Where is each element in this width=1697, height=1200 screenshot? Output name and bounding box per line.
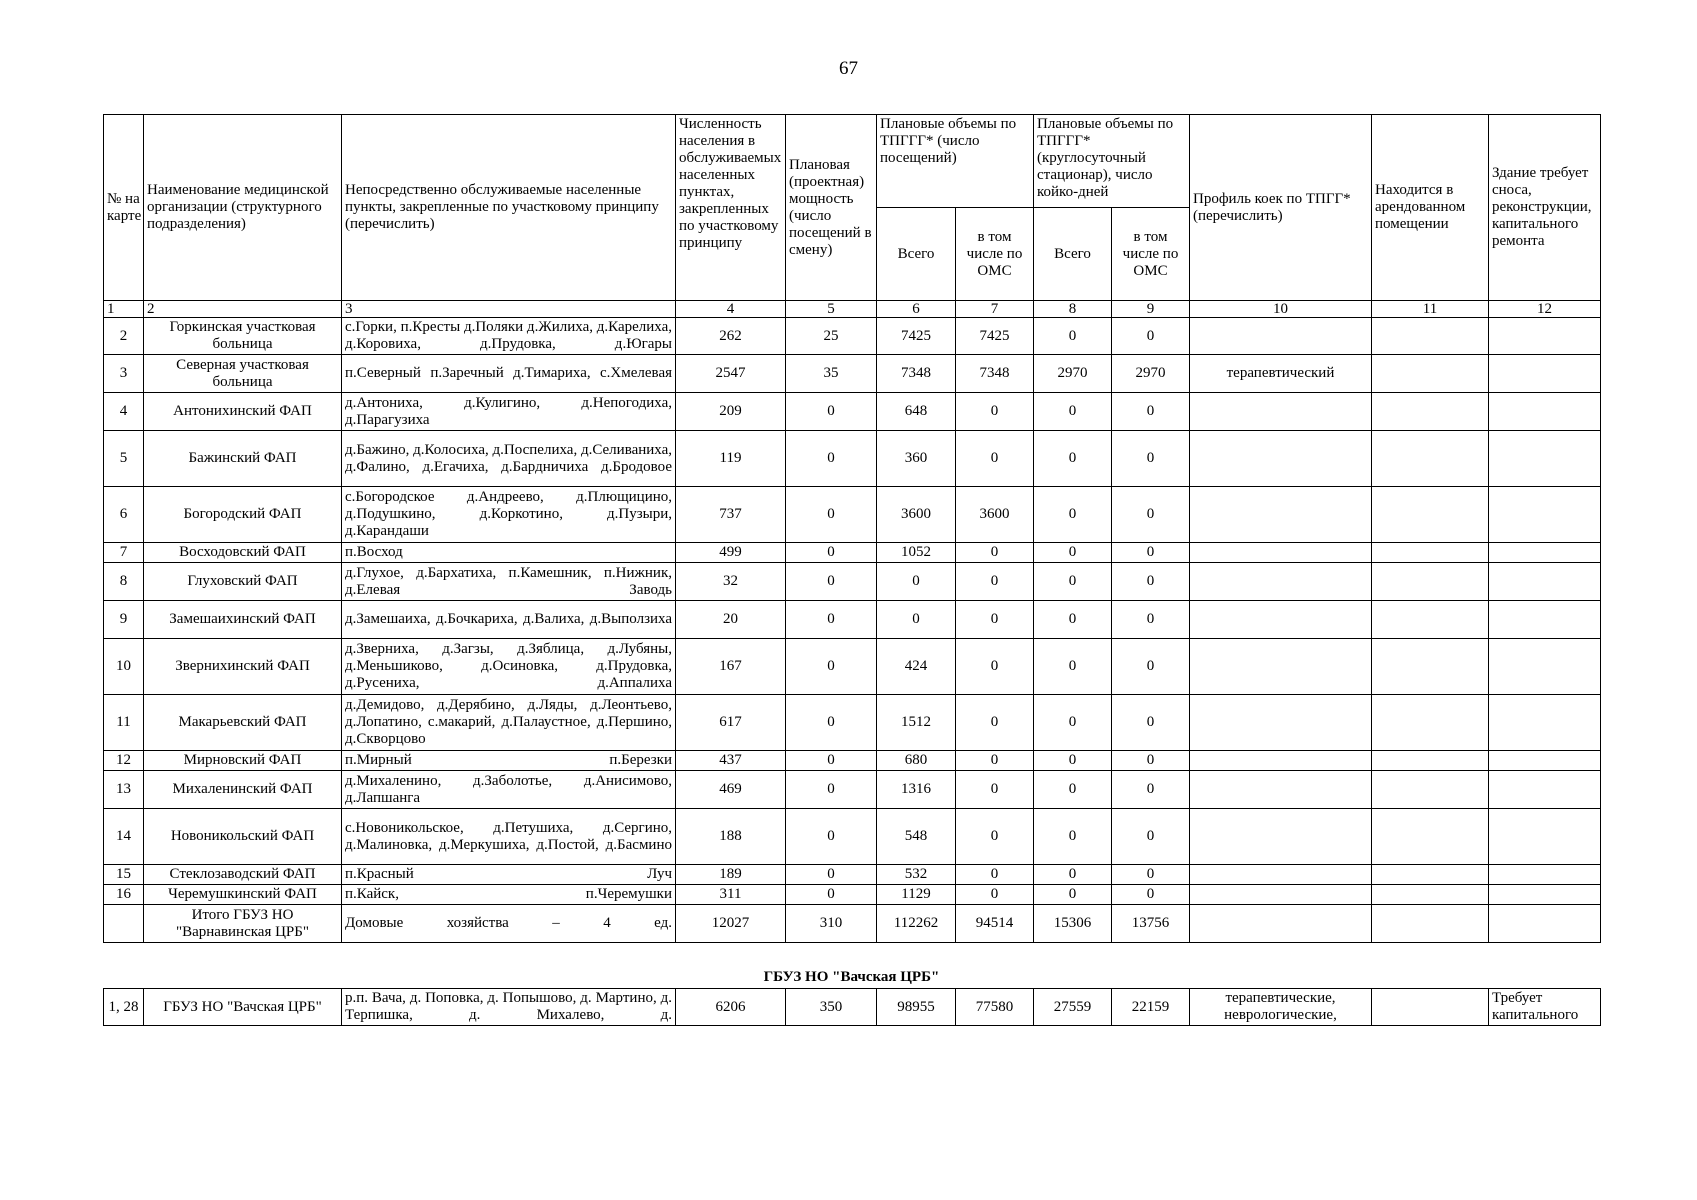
organization-name: Богородский ФАП (144, 487, 342, 543)
visits-oms: 0 (956, 885, 1034, 905)
facilities-table (103, 114, 1601, 943)
visits-total: 1512 (877, 695, 956, 751)
table-row (104, 601, 1601, 639)
capacity: 0 (786, 865, 877, 885)
row-number: 1, 28 (104, 989, 144, 1026)
settlements: д.Глухое, д.Бархатиха, п.Камешник, п.Нижник, д.Елевая Заводь (342, 563, 676, 601)
visits-oms: 94514 (956, 905, 1034, 943)
col-number: 4 (676, 301, 786, 318)
table-row (104, 809, 1601, 865)
beds-oms: 0 (1112, 543, 1190, 563)
beds-total: 0 (1034, 543, 1112, 563)
bed-profile (1190, 393, 1372, 431)
table-row (104, 695, 1601, 751)
capacity: 0 (786, 393, 877, 431)
settlements: д.Бажино, д.Колосиха, д.Поспелиха, д.Селиваниха, д.Фалино, д.Егачиха, д.Бардничиха д.Бродовое (342, 431, 676, 487)
visits-total: 0 (877, 563, 956, 601)
building-repair (1489, 355, 1601, 393)
beds-oms: 22159 (1112, 989, 1190, 1026)
rented (1372, 639, 1489, 695)
building-repair (1489, 885, 1601, 905)
col-number: 5 (786, 301, 877, 318)
capacity: 0 (786, 563, 877, 601)
beds-oms: 0 (1112, 771, 1190, 809)
header-organization: Наименование медицинской организации (структурного подразделения) (144, 115, 342, 301)
visits-oms: 77580 (956, 989, 1034, 1026)
table-row (104, 885, 1601, 905)
settlements: д.Михаленино, д.Заболотье, д.Анисимово, д.Лапшанга (342, 771, 676, 809)
population: 499 (676, 543, 786, 563)
organization-name: Восходовский ФАП (144, 543, 342, 563)
visits-oms: 0 (956, 393, 1034, 431)
visits-total: 7425 (877, 318, 956, 355)
col-number: 3 (342, 301, 676, 318)
bed-profile (1190, 487, 1372, 543)
capacity: 310 (786, 905, 877, 943)
capacity: 0 (786, 639, 877, 695)
settlements: с.Богородское д.Андреево, д.Плющицино, д.Подушкино, д.Коркотино, д.Пузыри, д.Карандаши (342, 487, 676, 543)
beds-total: 0 (1034, 487, 1112, 543)
rented (1372, 771, 1489, 809)
row-number: 14 (104, 809, 144, 865)
row-number: 3 (104, 355, 144, 393)
table-row (104, 865, 1601, 885)
row-number: 15 (104, 865, 144, 885)
settlements: р.п. Вача, д. Поповка, д. Попышово, д. Мартино, д. Терпишка, д. Михалево, д. (342, 989, 676, 1026)
organization-name: ГБУЗ НО "Вачская ЦРБ" (144, 989, 342, 1026)
col-number: 12 (1489, 301, 1601, 318)
bed-profile (1190, 865, 1372, 885)
visits-oms: 0 (956, 809, 1034, 865)
bed-profile (1190, 543, 1372, 563)
rented (1372, 905, 1489, 943)
capacity: 0 (786, 487, 877, 543)
beds-total: 0 (1034, 885, 1112, 905)
rented (1372, 318, 1489, 355)
beds-oms: 0 (1112, 639, 1190, 695)
visits-total: 680 (877, 751, 956, 771)
rented (1372, 809, 1489, 865)
bed-profile (1190, 905, 1372, 943)
header-visits-oms: в том числе по ОМС (956, 208, 1034, 301)
population: 188 (676, 809, 786, 865)
capacity: 0 (786, 601, 877, 639)
row-number: 5 (104, 431, 144, 487)
page-number: 67 (839, 58, 858, 79)
header-number: № на карте (104, 115, 144, 301)
beds-oms: 0 (1112, 393, 1190, 431)
capacity: 0 (786, 809, 877, 865)
visits-total: 7348 (877, 355, 956, 393)
building-repair (1489, 865, 1601, 885)
visits-total: 0 (877, 601, 956, 639)
organization-name: Замешаихинский ФАП (144, 601, 342, 639)
col-number: 6 (877, 301, 956, 318)
row-number: 7 (104, 543, 144, 563)
rented (1372, 563, 1489, 601)
vacha-table (103, 988, 1601, 1026)
total-row (104, 905, 1601, 943)
settlements: п.Восход (342, 543, 676, 563)
population: 311 (676, 885, 786, 905)
rented (1372, 393, 1489, 431)
header-bed-profile: Профиль коек по ТПГГ* (перечислить) (1190, 115, 1372, 301)
column-numbers-row (104, 301, 1601, 318)
beds-oms: 0 (1112, 601, 1190, 639)
header-population: Численность населения в обслуживаемых населенных пунктах, закрепленных по участковому принципу (676, 115, 786, 301)
beds-oms: 0 (1112, 695, 1190, 751)
table-row (104, 318, 1601, 355)
visits-total: 648 (877, 393, 956, 431)
population: 119 (676, 431, 786, 487)
settlements: п.Красный Луч (342, 865, 676, 885)
header-rented: Находится в арендованном помещении (1372, 115, 1489, 301)
organization-name: Звернихинский ФАП (144, 639, 342, 695)
capacity: 0 (786, 695, 877, 751)
visits-total: 1052 (877, 543, 956, 563)
beds-oms: 0 (1112, 318, 1190, 355)
visits-oms: 0 (956, 563, 1034, 601)
organization-name: Макарьевский ФАП (144, 695, 342, 751)
row-number: 4 (104, 393, 144, 431)
building-repair (1489, 563, 1601, 601)
settlements: п.Кайск, п.Черемушки (342, 885, 676, 905)
organization-name: Бажинский ФАП (144, 431, 342, 487)
beds-total: 27559 (1034, 989, 1112, 1026)
visits-total: 548 (877, 809, 956, 865)
beds-total: 0 (1034, 318, 1112, 355)
row-number: 13 (104, 771, 144, 809)
bed-profile (1190, 885, 1372, 905)
beds-total: 2970 (1034, 355, 1112, 393)
beds-oms: 0 (1112, 487, 1190, 543)
visits-oms: 7348 (956, 355, 1034, 393)
col-number: 7 (956, 301, 1034, 318)
population: 32 (676, 563, 786, 601)
organization-name: Итого ГБУЗ НО "Варнавинская ЦРБ" (144, 905, 342, 943)
rented (1372, 885, 1489, 905)
beds-oms: 0 (1112, 809, 1190, 865)
building-repair (1489, 695, 1601, 751)
table-row (104, 355, 1601, 393)
row-number: 6 (104, 487, 144, 543)
table-row (104, 393, 1601, 431)
organization-name: Новоникольский ФАП (144, 809, 342, 865)
beds-total: 0 (1034, 865, 1112, 885)
capacity: 0 (786, 771, 877, 809)
building-repair (1489, 639, 1601, 695)
beds-oms: 2970 (1112, 355, 1190, 393)
settlements: Домовые хозяйства – 4 ед. (342, 905, 676, 943)
beds-total: 0 (1034, 809, 1112, 865)
organization-name: Горкинская участковая больница (144, 318, 342, 355)
col-number: 9 (1112, 301, 1190, 318)
capacity: 25 (786, 318, 877, 355)
visits-total: 424 (877, 639, 956, 695)
bed-profile (1190, 318, 1372, 355)
building-repair (1489, 601, 1601, 639)
rented (1372, 543, 1489, 563)
visits-total: 1316 (877, 771, 956, 809)
capacity: 35 (786, 355, 877, 393)
beds-total: 0 (1034, 393, 1112, 431)
row-number: 2 (104, 318, 144, 355)
beds-oms: 0 (1112, 751, 1190, 771)
population: 167 (676, 639, 786, 695)
building-repair (1489, 393, 1601, 431)
population: 6206 (676, 989, 786, 1026)
settlements: с.Новоникольское, д.Петушиха, д.Сергино, д.Малиновка, д.Меркушиха, д.Постой, д.Басмино (342, 809, 676, 865)
col-number: 10 (1190, 301, 1372, 318)
beds-total: 0 (1034, 563, 1112, 601)
bed-profile (1190, 431, 1372, 487)
capacity: 350 (786, 989, 877, 1026)
rented (1372, 601, 1489, 639)
beds-total: 0 (1034, 771, 1112, 809)
bed-profile (1190, 809, 1372, 865)
header-building-repair: Здание требует сноса, реконструкции, капитального ремонта (1489, 115, 1601, 301)
beds-oms: 0 (1112, 563, 1190, 601)
settlements: д.Зверниха, д.Загзы, д.Зяблица, д.Лубяны, д.Меньшиково, д.Осиновка, д.Прудовка, д.Русениха, д.Аппалиха (342, 639, 676, 695)
rented (1372, 751, 1489, 771)
rented (1372, 695, 1489, 751)
population: 437 (676, 751, 786, 771)
organization-name: Черемушкинский ФАП (144, 885, 342, 905)
table-row (104, 639, 1601, 695)
settlements: д.Замешаиха, д.Бочкариха, д.Валиха, д.Выползиха (342, 601, 676, 639)
visits-oms: 0 (956, 543, 1034, 563)
bed-profile (1190, 563, 1372, 601)
bed-profile: терапевтический (1190, 355, 1372, 393)
bed-profile (1190, 639, 1372, 695)
beds-oms: 0 (1112, 865, 1190, 885)
visits-total: 360 (877, 431, 956, 487)
bed-profile (1190, 601, 1372, 639)
rented (1372, 355, 1489, 393)
beds-total: 0 (1034, 601, 1112, 639)
building-repair (1489, 771, 1601, 809)
visits-oms: 0 (956, 639, 1034, 695)
visits-oms: 3600 (956, 487, 1034, 543)
capacity: 0 (786, 885, 877, 905)
settlements: п.Мирный п.Березки (342, 751, 676, 771)
settlements: п.Северный п.Заречный д.Тимариха, с.Хмелевая (342, 355, 676, 393)
settlements: д.Антониха, д.Кулигино, д.Непогодиха, д.Парагузиха (342, 393, 676, 431)
population: 12027 (676, 905, 786, 943)
bed-profile (1190, 771, 1372, 809)
organization-name: Михаленинский ФАП (144, 771, 342, 809)
table-row (104, 487, 1601, 543)
header-planned-visits: Плановые объемы по ТПГГГ* (число посещений) (877, 115, 1034, 208)
visits-oms: 0 (956, 751, 1034, 771)
organization-name: Глуховский ФАП (144, 563, 342, 601)
table-row (104, 989, 1601, 1026)
beds-total: 0 (1034, 431, 1112, 487)
capacity: 0 (786, 751, 877, 771)
visits-oms: 0 (956, 601, 1034, 639)
population: 469 (676, 771, 786, 809)
rented (1372, 431, 1489, 487)
rented (1372, 865, 1489, 885)
bed-profile (1190, 695, 1372, 751)
population: 617 (676, 695, 786, 751)
visits-total: 532 (877, 865, 956, 885)
beds-total: 0 (1034, 639, 1112, 695)
table-row (104, 563, 1601, 601)
header-visits-total: Всего (877, 208, 956, 301)
population: 2547 (676, 355, 786, 393)
col-number: 8 (1034, 301, 1112, 318)
population: 20 (676, 601, 786, 639)
visits-oms: 0 (956, 771, 1034, 809)
row-number: 12 (104, 751, 144, 771)
beds-total: 0 (1034, 695, 1112, 751)
header-capacity: Плановая (проектная) мощность (число посещений в смену) (786, 115, 877, 301)
visits-total: 98955 (877, 989, 956, 1026)
beds-oms: 13756 (1112, 905, 1190, 943)
beds-oms: 0 (1112, 431, 1190, 487)
building-repair (1489, 318, 1601, 355)
header-beds-oms: в том числе по ОМС (1112, 208, 1190, 301)
population: 209 (676, 393, 786, 431)
population: 189 (676, 865, 786, 885)
row-number: 16 (104, 885, 144, 905)
building-repair (1489, 543, 1601, 563)
rented (1372, 487, 1489, 543)
settlements: с.Горки, п.Кресты д.Поляки д.Жилиха, д.Карелиха, д.Коровиха, д.Прудовка, д.Югары (342, 318, 676, 355)
visits-total: 1129 (877, 885, 956, 905)
visits-oms: 0 (956, 695, 1034, 751)
building-repair (1489, 809, 1601, 865)
beds-total: 0 (1034, 751, 1112, 771)
visits-oms: 0 (956, 431, 1034, 487)
rented (1372, 989, 1489, 1026)
table-row (104, 751, 1601, 771)
population: 737 (676, 487, 786, 543)
organization-name: Мирновский ФАП (144, 751, 342, 771)
beds-total: 15306 (1034, 905, 1112, 943)
visits-total: 3600 (877, 487, 956, 543)
capacity: 0 (786, 431, 877, 487)
building-repair (1489, 751, 1601, 771)
visits-total: 112262 (877, 905, 956, 943)
table-row (104, 543, 1601, 563)
settlements: д.Демидово, д.Дерябино, д.Ляды, д.Леонтьево, д.Лопатино, с.макарий, д.Палаустное, д.Першино, д.Скворцово (342, 695, 676, 751)
header-planned-bed-days: Плановые объемы по ТПГГГ* (круглосуточный стационар), число койко-дней (1034, 115, 1190, 208)
header-settlements: Непосредственно обслуживаемые населенные пункты, закрепленные по участковому принципу (перечислить) (342, 115, 676, 301)
population: 262 (676, 318, 786, 355)
row-number: 11 (104, 695, 144, 751)
bed-profile (1190, 751, 1372, 771)
col-number: 1 (104, 301, 144, 318)
visits-oms: 0 (956, 865, 1034, 885)
row-number: 10 (104, 639, 144, 695)
organization-name: Антонихинский ФАП (144, 393, 342, 431)
bed-profile: терапевтические, неврологические, (1190, 989, 1372, 1026)
capacity: 0 (786, 543, 877, 563)
beds-oms: 0 (1112, 885, 1190, 905)
table-row (104, 431, 1601, 487)
header-beds-total: Всего (1034, 208, 1112, 301)
row-number: 9 (104, 601, 144, 639)
col-number: 11 (1372, 301, 1489, 318)
organization-name: Северная участковая больница (144, 355, 342, 393)
building-repair (1489, 487, 1601, 543)
table-row (104, 771, 1601, 809)
building-repair (1489, 905, 1601, 943)
building-repair: Требует капитального (1489, 989, 1601, 1026)
section-title: ГБУЗ НО "Вачская ЦРБ" (763, 969, 940, 985)
organization-name: Стеклозаводский ФАП (144, 865, 342, 885)
building-repair (1489, 431, 1601, 487)
row-number (104, 905, 144, 943)
col-number: 2 (144, 301, 342, 318)
row-number: 8 (104, 563, 144, 601)
visits-oms: 7425 (956, 318, 1034, 355)
